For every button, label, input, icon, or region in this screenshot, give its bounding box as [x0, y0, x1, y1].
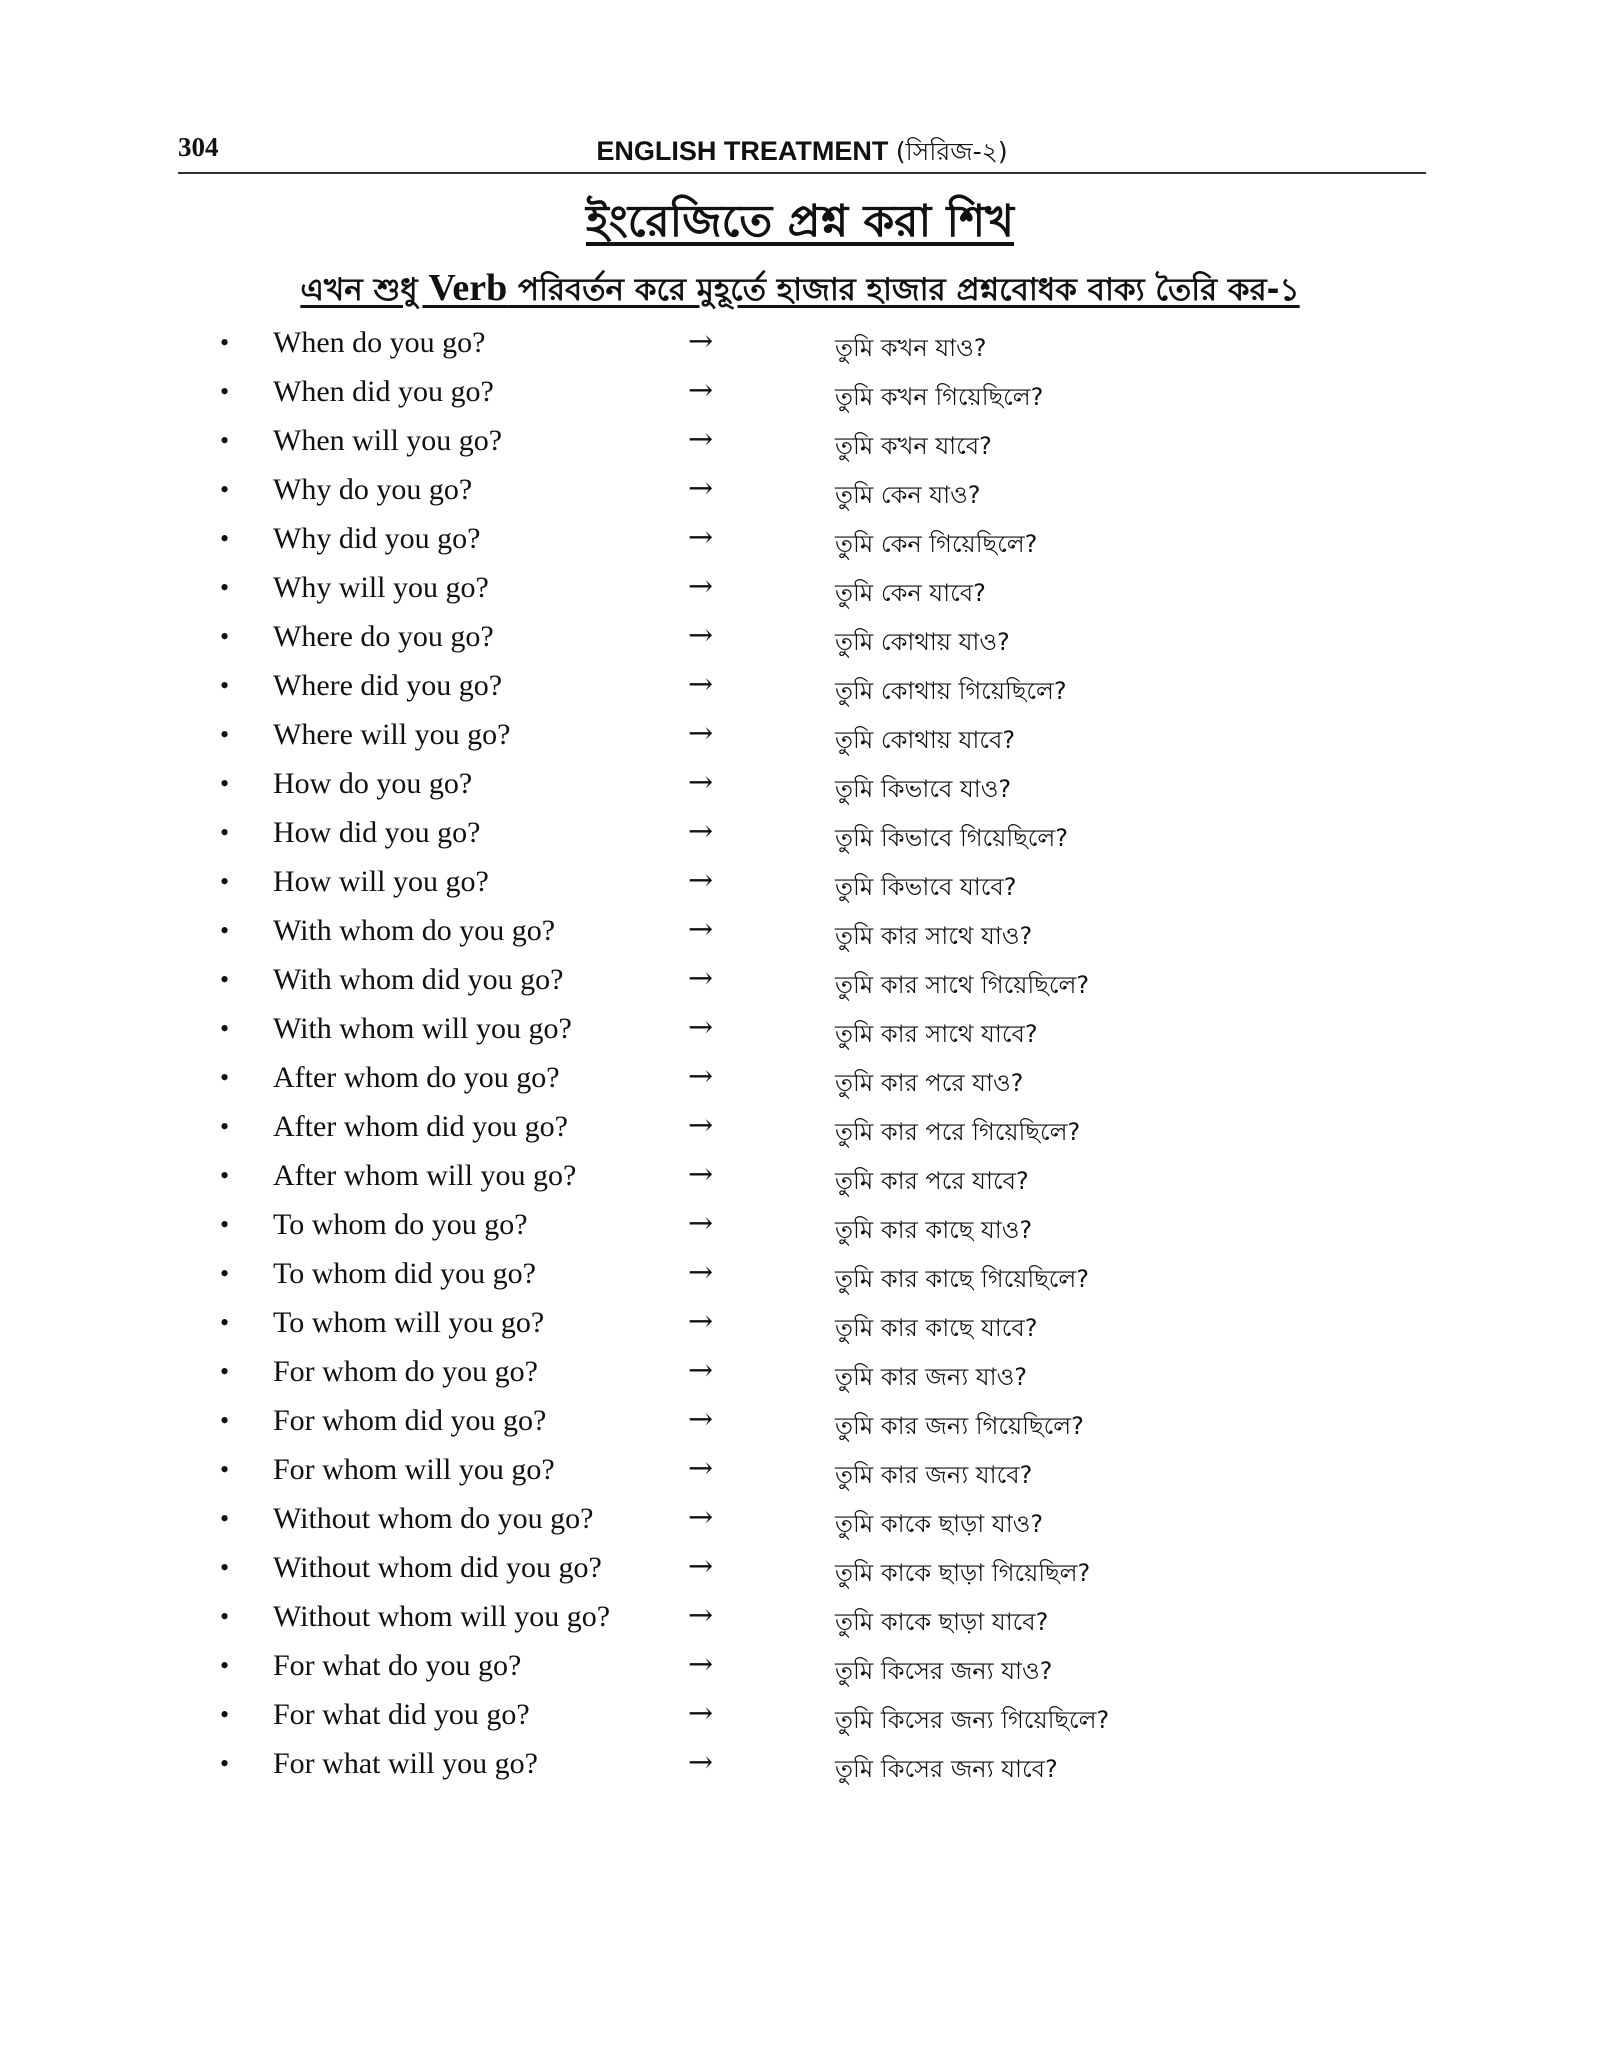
- bangla-translation: তুমি কিসের জন্য গিয়েছিলে?: [835, 1706, 1110, 1734]
- bangla-translation: তুমি কার কাছে যাও?: [835, 1216, 1033, 1244]
- bangla-translation: তুমি কার পরে গিয়েছিলে?: [835, 1118, 1081, 1146]
- arrow-right-icon: →: [688, 1549, 714, 1584]
- bullet-icon: •: [220, 1651, 230, 1680]
- bullet-icon: •: [220, 1749, 230, 1778]
- arrow-right-icon: →: [688, 1353, 714, 1388]
- bangla-translation: তুমি কার জন্য যাবে?: [835, 1461, 1033, 1489]
- bangla-translation: তুমি কার সাথে গিয়েছিলে?: [835, 971, 1090, 999]
- arrow-right-icon: →: [688, 814, 714, 849]
- bullet-icon: •: [220, 377, 230, 406]
- bullet-icon: •: [220, 1700, 230, 1729]
- bangla-translation: তুমি কার কাছে যাবে?: [835, 1314, 1038, 1342]
- english-question: Without whom do you go?: [273, 1502, 594, 1535]
- list-item: [220, 1349, 1420, 1398]
- english-question: To whom will you go?: [273, 1306, 545, 1339]
- english-question: Why did you go?: [273, 522, 481, 555]
- bullet-icon: •: [220, 1455, 230, 1484]
- english-question: After whom do you go?: [273, 1061, 560, 1094]
- list-item: [220, 1153, 1420, 1202]
- english-question: Where do you go?: [273, 620, 494, 653]
- bullet-icon: •: [220, 1112, 230, 1141]
- bangla-translation: তুমি কিভাবে যাবে?: [835, 873, 1017, 901]
- arrow-right-icon: →: [688, 373, 714, 408]
- arrow-right-icon: →: [688, 1010, 714, 1045]
- list-item: [220, 1202, 1420, 1251]
- arrow-right-icon: →: [688, 1304, 714, 1339]
- english-question: To whom did you go?: [273, 1257, 536, 1290]
- english-question: After whom will you go?: [273, 1159, 577, 1192]
- list-item: [220, 663, 1420, 712]
- bullet-icon: •: [220, 1063, 230, 1092]
- arrow-right-icon: →: [688, 1059, 714, 1094]
- list-item: [220, 467, 1420, 516]
- bangla-translation: তুমি কার সাথে যাবে?: [835, 1020, 1038, 1048]
- bangla-translation: তুমি কেন যাবে?: [835, 579, 986, 607]
- english-question: For what do you go?: [273, 1649, 522, 1682]
- list-item: [220, 1643, 1420, 1692]
- bullet-icon: •: [220, 1602, 230, 1631]
- page-subtitle: [0, 266, 1600, 318]
- page-header: [178, 128, 1426, 174]
- list-item: [220, 1594, 1420, 1643]
- arrow-right-icon: →: [688, 569, 714, 604]
- bullet-icon: •: [220, 573, 230, 602]
- bullet-icon: •: [220, 1553, 230, 1582]
- bullet-icon: •: [220, 426, 230, 455]
- arrow-right-icon: →: [688, 324, 714, 359]
- bangla-translation: তুমি কেন গিয়েছিলে?: [835, 530, 1038, 558]
- english-question: How did you go?: [273, 816, 481, 849]
- english-question: Where did you go?: [273, 669, 503, 702]
- subtitle-verb: Verb: [428, 267, 508, 309]
- bangla-translation: তুমি কিভাবে যাও?: [835, 775, 1012, 803]
- bullet-icon: •: [220, 1259, 230, 1288]
- list-item: [220, 810, 1420, 859]
- list-item: [220, 1496, 1420, 1545]
- arrow-right-icon: →: [688, 422, 714, 457]
- bullet-icon: •: [220, 769, 230, 798]
- bullet-icon: •: [220, 818, 230, 847]
- bullet-icon: •: [220, 475, 230, 504]
- list-item: [220, 1300, 1420, 1349]
- english-question: For what will you go?: [273, 1747, 538, 1780]
- bangla-translation: তুমি কাকে ছাড়া যাবে?: [835, 1608, 1049, 1636]
- list-item: [220, 565, 1420, 614]
- english-question: For what did you go?: [273, 1698, 530, 1731]
- bullet-icon: •: [220, 524, 230, 553]
- list-item: [220, 1055, 1420, 1104]
- bullet-icon: •: [220, 328, 230, 357]
- english-question: When do you go?: [273, 326, 486, 359]
- english-question: Without whom will you go?: [273, 1600, 611, 1633]
- list-item: [220, 614, 1420, 663]
- bangla-translation: তুমি কার জন্য যাও?: [835, 1363, 1027, 1391]
- bullet-icon: •: [220, 1357, 230, 1386]
- arrow-right-icon: →: [688, 618, 714, 653]
- arrow-right-icon: →: [688, 1451, 714, 1486]
- running-title: [178, 132, 1426, 175]
- list-item: [220, 957, 1420, 1006]
- english-question: When will you go?: [273, 424, 503, 457]
- english-question: For whom did you go?: [273, 1404, 547, 1437]
- list-item: [220, 418, 1420, 467]
- arrow-right-icon: →: [688, 667, 714, 702]
- list-item: [220, 1006, 1420, 1055]
- list-item: [220, 1104, 1420, 1153]
- bangla-translation: তুমি কাকে ছাড়া গিয়েছিল?: [835, 1559, 1091, 1587]
- english-question: For whom will you go?: [273, 1453, 555, 1486]
- arrow-right-icon: →: [688, 1696, 714, 1731]
- arrow-right-icon: →: [688, 863, 714, 898]
- bullet-icon: •: [220, 1210, 230, 1239]
- english-question: How do you go?: [273, 767, 473, 800]
- bangla-translation: তুমি কোথায় যাও?: [835, 628, 1010, 656]
- bangla-translation: তুমি কার জন্য গিয়েছিলে?: [835, 1412, 1084, 1440]
- arrow-right-icon: →: [688, 1500, 714, 1535]
- bullet-icon: •: [220, 965, 230, 994]
- subtitle-after: পরিবর্তন করে মুহূর্তে হাজার হাজার প্রশ্নবোধক বাক্য তৈরি কর-১: [507, 272, 1300, 308]
- bullet-icon: •: [220, 1308, 230, 1337]
- arrow-right-icon: →: [688, 1647, 714, 1682]
- arrow-right-icon: →: [688, 765, 714, 800]
- bangla-translation: তুমি কখন যাবে?: [835, 432, 992, 460]
- bangla-translation: তুমি কেন যাও?: [835, 481, 981, 509]
- list-item: [220, 1447, 1420, 1496]
- bangla-translation: তুমি কার সাথে যাও?: [835, 922, 1033, 950]
- english-question: With whom did you go?: [273, 963, 564, 996]
- bangla-translation: তুমি কার পরে যাও?: [835, 1069, 1024, 1097]
- bangla-translation: তুমি কোথায় গিয়েছিলে?: [835, 677, 1067, 705]
- subtitle-before: এখন শুধু: [300, 272, 429, 308]
- list-item: [220, 1692, 1420, 1741]
- english-question: Why do you go?: [273, 473, 473, 506]
- bullet-icon: •: [220, 867, 230, 896]
- arrow-right-icon: →: [688, 716, 714, 751]
- english-question: To whom do you go?: [273, 1208, 528, 1241]
- bangla-translation: তুমি কোথায় যাবে?: [835, 726, 1016, 754]
- list-item: [220, 712, 1420, 761]
- bullet-icon: •: [220, 720, 230, 749]
- bangla-translation: তুমি কিভাবে গিয়েছিলে?: [835, 824, 1069, 852]
- series-label: (সিরিজ-২): [895, 137, 1008, 166]
- english-question: With whom do you go?: [273, 914, 556, 947]
- english-question: When did you go?: [273, 375, 494, 408]
- list-item: [220, 369, 1420, 418]
- bangla-translation: তুমি কিসের জন্য যাবে?: [835, 1755, 1058, 1783]
- bullet-icon: •: [220, 916, 230, 945]
- english-question: Without whom did you go?: [273, 1551, 602, 1584]
- english-question: How will you go?: [273, 865, 489, 898]
- list-item: [220, 1741, 1420, 1790]
- list-item: [220, 516, 1420, 565]
- english-question: After whom did you go?: [273, 1110, 568, 1143]
- bangla-translation: তুমি কখন গিয়েছিলে?: [835, 383, 1044, 411]
- bangla-translation: তুমি কখন যাও?: [835, 334, 987, 362]
- page-number: 304: [178, 132, 219, 162]
- question-list: [220, 320, 1420, 1790]
- list-item: [220, 320, 1420, 369]
- arrow-right-icon: →: [688, 1255, 714, 1290]
- arrow-right-icon: →: [688, 1157, 714, 1192]
- bangla-translation: তুমি কার কাছে গিয়েছিলে?: [835, 1265, 1090, 1293]
- arrow-right-icon: →: [688, 1108, 714, 1143]
- arrow-right-icon: →: [688, 912, 714, 947]
- arrow-right-icon: →: [688, 520, 714, 555]
- arrow-right-icon: →: [688, 961, 714, 996]
- english-question: For whom do you go?: [273, 1355, 538, 1388]
- english-question: With whom will you go?: [273, 1012, 572, 1045]
- bangla-translation: তুমি কিসের জন্য যাও?: [835, 1657, 1053, 1685]
- arrow-right-icon: →: [688, 1745, 714, 1780]
- english-question: Why will you go?: [273, 571, 489, 604]
- bullet-icon: •: [220, 1504, 230, 1533]
- bullet-icon: •: [220, 671, 230, 700]
- list-item: [220, 908, 1420, 957]
- page-title: ইংরেজিতে প্রশ্ন করা শিখ: [585, 196, 1015, 247]
- arrow-right-icon: →: [688, 471, 714, 506]
- english-question: Where will you go?: [273, 718, 511, 751]
- list-item: [220, 1251, 1420, 1300]
- bangla-translation: তুমি কাকে ছাড়া যাও?: [835, 1510, 1044, 1538]
- book-title: ENGLISH TREATMENT: [596, 136, 889, 166]
- bullet-icon: •: [220, 1014, 230, 1043]
- arrow-right-icon: →: [688, 1206, 714, 1241]
- list-item: [220, 859, 1420, 908]
- bangla-translation: তুমি কার পরে যাবে?: [835, 1167, 1029, 1195]
- arrow-right-icon: →: [688, 1402, 714, 1437]
- list-item: [220, 1398, 1420, 1447]
- bullet-icon: •: [220, 1406, 230, 1435]
- bullet-icon: •: [220, 1161, 230, 1190]
- list-item: [220, 761, 1420, 810]
- bullet-icon: •: [220, 622, 230, 651]
- arrow-right-icon: →: [688, 1598, 714, 1633]
- list-item: [220, 1545, 1420, 1594]
